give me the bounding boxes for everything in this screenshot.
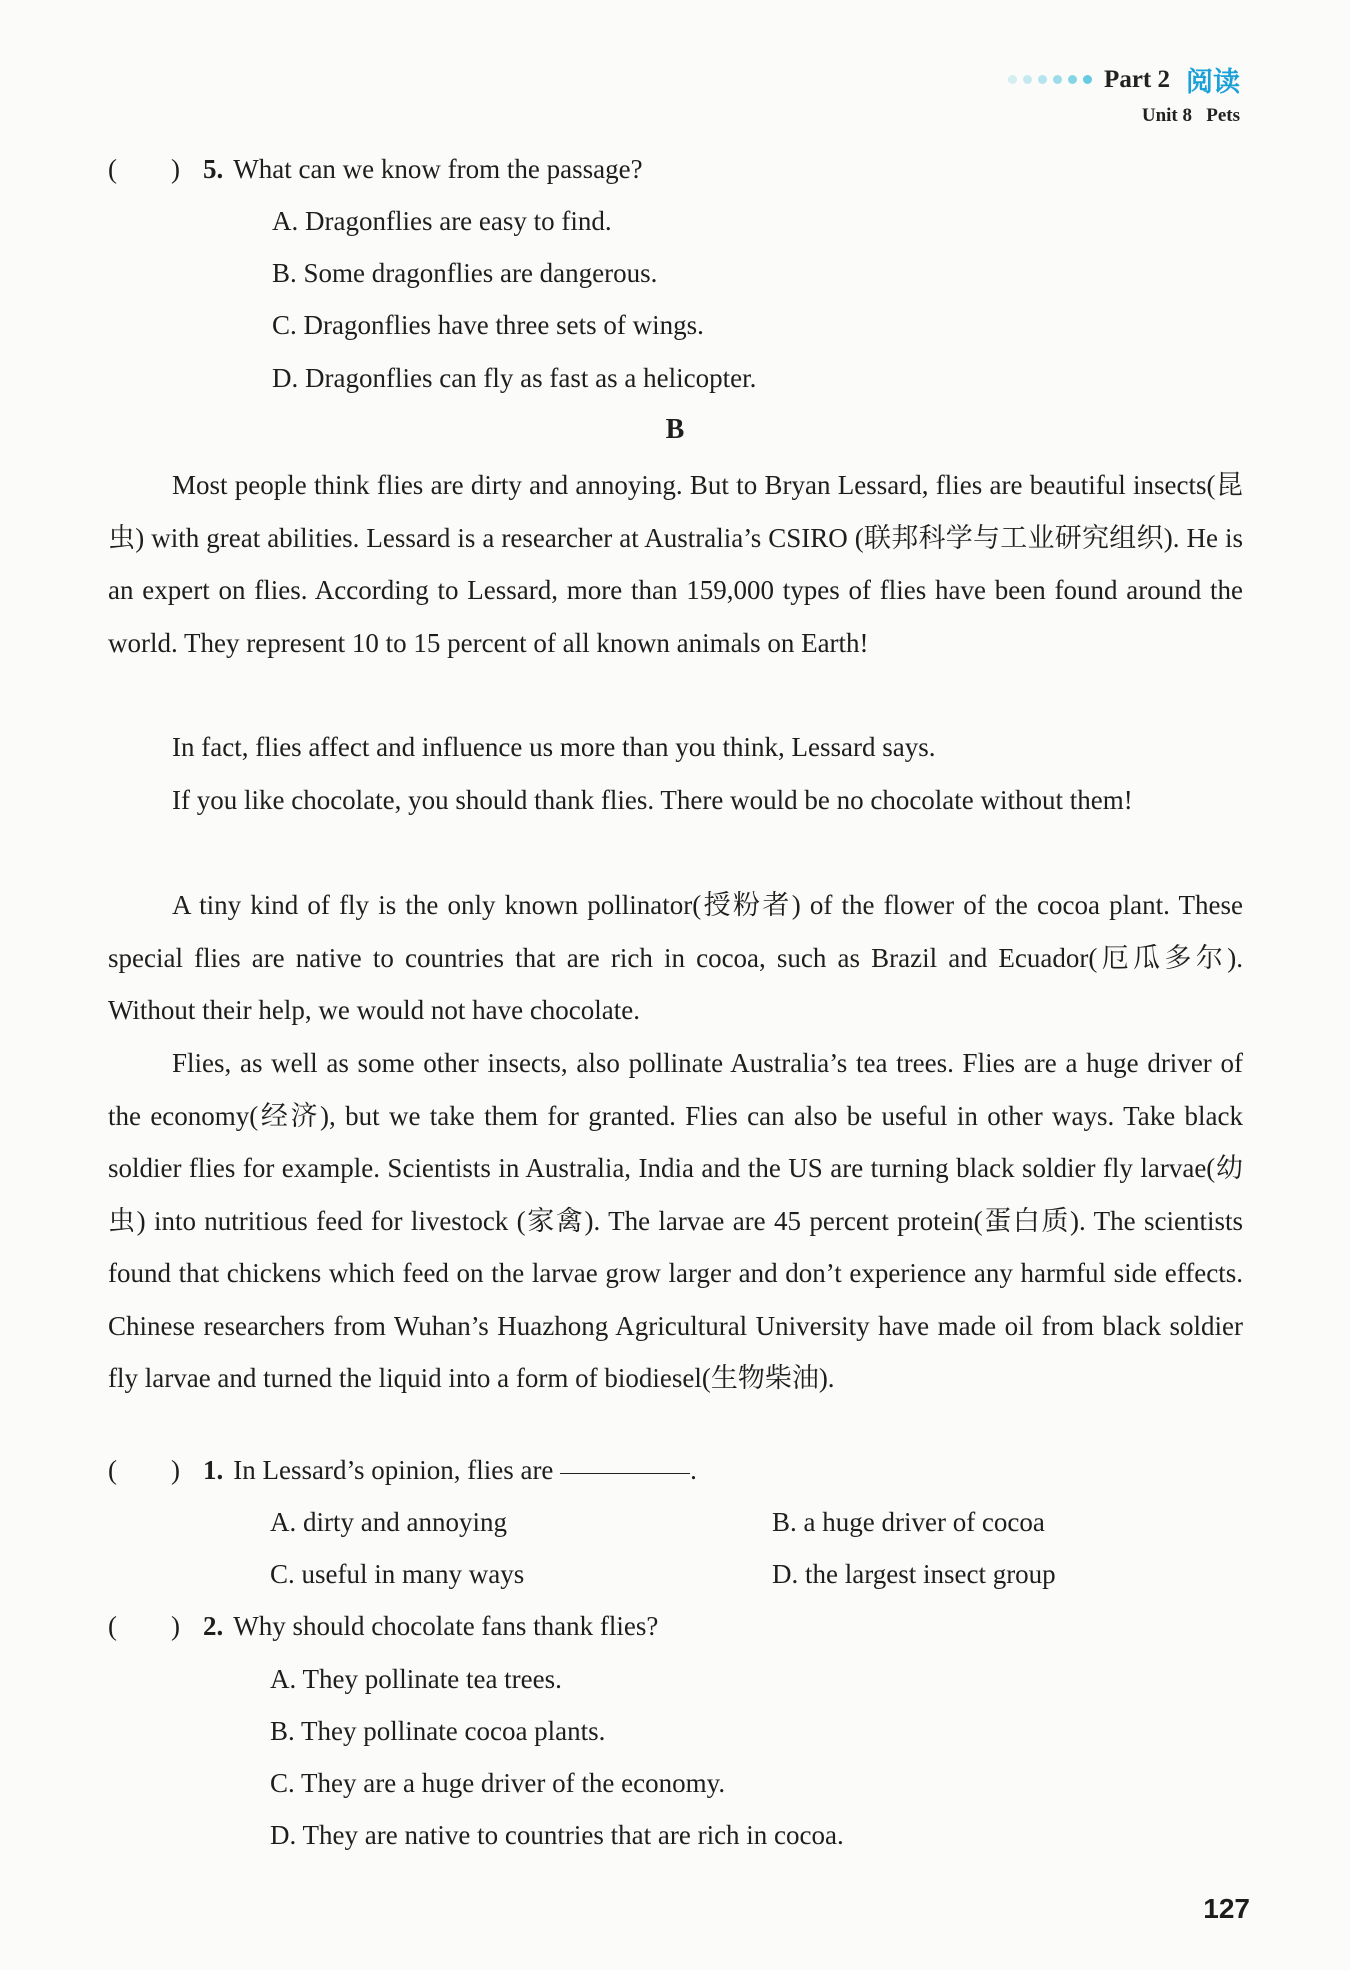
option-c: C. They are a huge driver of the economy. [270, 1768, 726, 1798]
passage-heading: B [665, 414, 685, 445]
answer-blank[interactable]: ( ) [108, 1455, 180, 1485]
option-d: D. Dragonflies can fly as fast as a helicopter. [272, 363, 757, 393]
option-a: A. They pollinate tea trees. [270, 1664, 562, 1694]
option-b: B. a huge driver of cocoa [772, 1507, 1045, 1537]
unit-label: Unit 8 Pets [1141, 105, 1240, 126]
question-text: In Lessard’s opinion, flies are [233, 1455, 554, 1485]
page-header [1008, 60, 1240, 127]
option-d: D. the largest insect group [772, 1559, 1056, 1589]
decorative-dots-icon [1008, 75, 1092, 84]
option-a: A. dirty and annoying [270, 1507, 507, 1537]
answer-blank[interactable]: ( ) [108, 1611, 180, 1641]
option-d: D. They are native to countries that are rich in cocoa. [270, 1820, 844, 1850]
question-text: Why should chocolate fans thank flies? [233, 1611, 659, 1641]
paragraph-1: Most people think flies are dirty and annoying. But to Bryan Lessard, flies are beautiful insects(昆虫) with great abilities. Lessard is a researcher at Australia’s CSIRO (联邦科学与工业研究组织). He is an expert on flies. According to Lessard, more than 159,000 types of flies have been found around the world. They represent 10 to 15 percent of all known animals on Earth! [108, 470, 1243, 658]
question-text: What can we know from the passage? [233, 154, 643, 184]
question-5: ( ) 5. What can we know from the passage? [108, 154, 643, 184]
fill-in-blank[interactable] [560, 1472, 690, 1474]
question-1: ( ) 1. In Lessard’s opinion, flies are . [108, 1455, 697, 1485]
option-b: B. They pollinate cocoa plants. [270, 1716, 606, 1746]
page-number: 127 [1203, 1893, 1250, 1924]
option-c: C. Dragonflies have three sets of wings. [272, 310, 704, 340]
option-a: A. Dragonflies are easy to find. [272, 206, 612, 236]
section-label: 阅读 [1186, 67, 1240, 98]
paragraph-5: Flies, as well as some other insects, also pollinate Australia’s tea trees. Flies are a huge driver of the economy(经济), but we take them for granted. Flies can also be useful in other ways. Take black soldier flies for example. Scientists in Australia, India and the US are turning black soldier fly larvae(幼虫) into nutritious feed for livestock (家禽). The larvae are 45 percent protein(蛋白质). The scientists found that chickens which feed on the larvae grow larger and don’t experience any harmful side effects. Chinese researchers from Wuhan’s Huazhong Agricultural University have made oil from black soldier fly larvae and turned the liquid into a form of biodiesel(生物柴油). [108, 1048, 1243, 1393]
option-c: C. useful in many ways [270, 1559, 525, 1589]
part-label: Part 2 [1104, 65, 1170, 93]
answer-blank[interactable]: ( ) [108, 154, 180, 184]
paragraph-2: In fact, flies affect and influence us more than you think, Lessard says. [172, 732, 936, 762]
option-b: B. Some dragonflies are dangerous. [272, 258, 658, 288]
paragraph-3: If you like chocolate, you should thank flies. There would be no chocolate without them! [172, 785, 1133, 815]
paragraph-4: A tiny kind of fly is the only known pollinator(授粉者) of the flower of the cocoa plant. These special flies are native to countries that are rich in cocoa, such as Brazil and Ecuador(厄瓜多尔). Without their help, we would not have chocolate. [108, 890, 1243, 1025]
question-2: ( ) 2. Why should chocolate fans thank flies? [108, 1611, 659, 1641]
